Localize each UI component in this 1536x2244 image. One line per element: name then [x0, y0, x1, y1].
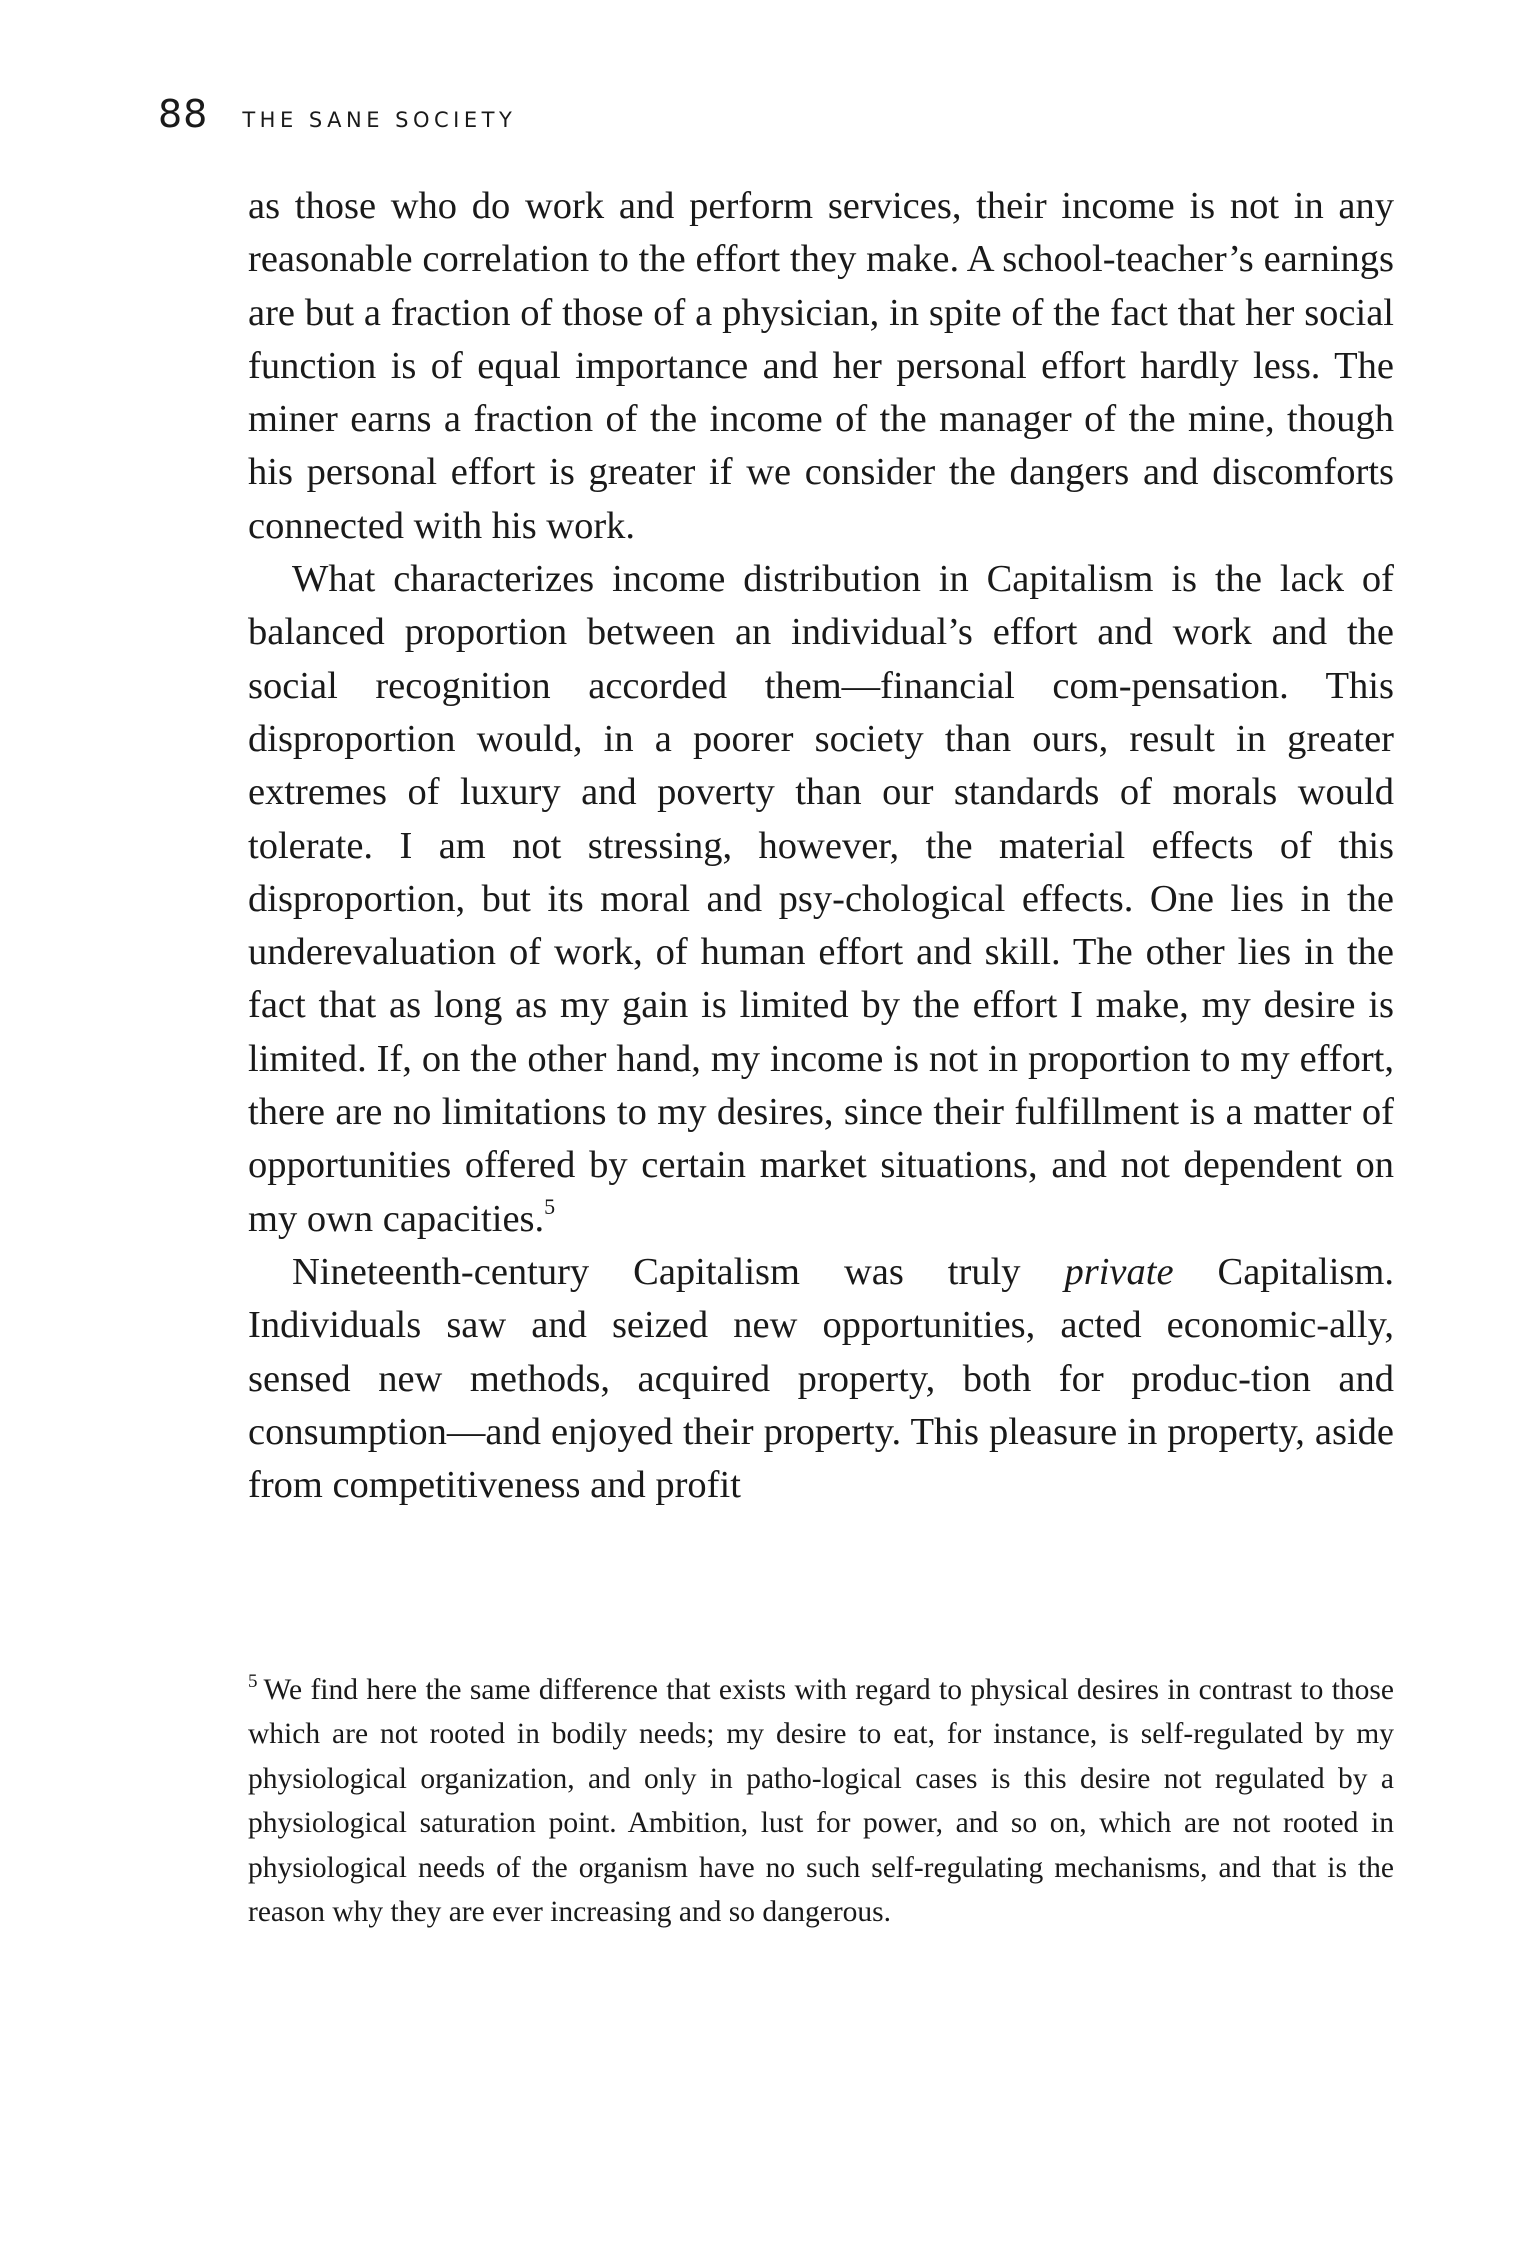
paragraph-1	[248, 180, 1394, 553]
body-text	[248, 180, 1394, 1512]
paragraph-1-text: as those who do work and perform services, their income is not in any reasonable correlation to the effort they make. A school-teacher’s earnings are but a fraction of those of a physician, in spite of the fact that her social function is of equal importance and her personal effort hardly less. The miner earns a fraction of the income of the manager of the mine, though his personal effort is greater if we consider the dangers and discomforts connected with his work.	[248, 185, 1394, 547]
paragraph-3	[248, 1246, 1394, 1512]
footnote-marker: 5	[248, 1671, 258, 1692]
running-head	[158, 92, 516, 136]
book-title: THE SANE SOCIETY	[242, 108, 517, 132]
page-number: 88	[158, 92, 209, 136]
footnote	[248, 1668, 1394, 1934]
paragraph-2	[248, 553, 1394, 1246]
emphasis-private: private	[1064, 1250, 1174, 1293]
footnote-reference: 5	[544, 1193, 556, 1219]
paragraph-3-text-end: Capitalism. Individuals saw and seized new opportunities, acted economic-ally, sensed new methods, acquired property, both for produc-tion and consumption—and enjoyed their property. This pleasure in property, aside from competitiveness and profit	[248, 1250, 1394, 1507]
paragraph-3-text-start: Nineteenth-century Capitalism was truly	[292, 1250, 1065, 1293]
footnote-text: We find here the same difference that exists with regard to physical desires in contrast to those which are not rooted in bodily needs; my desire to eat, for instance, is self-regulated by my physiological organization, and only in patho-logical cases is this desire not regulated by a physiological saturation point. Ambition, lust for power, and so on, which are not rooted in physiological needs of the organism have no such self-regulating mechanisms, and that is the reason why they are ever increasing and so dangerous.	[248, 1674, 1394, 1929]
paragraph-2-text: What characterizes income distribution in Capitalism is the lack of balanced proportion between an individual’s effort and work and the social recognition accorded them—financial com-pensation. This disproportion would, in a poorer society than ours, result in greater extremes of luxury and poverty than our standards of morals would tolerate. I am not stressing, however, the material effects of this disproportion, but its moral and psy-chological effects. One lies in the underevaluation of work, of human effort and skill. The other lies in the fact that as long as my gain is limited by the effort I make, my desire is limited. If, on the other hand, my income is not in proportion to my effort, there are no limitations to my desires, since their fulfillment is a matter of opportunities offered by certain market situations, and not dependent on my own capacities.	[248, 558, 1394, 1240]
footnote-paragraph	[248, 1668, 1394, 1934]
